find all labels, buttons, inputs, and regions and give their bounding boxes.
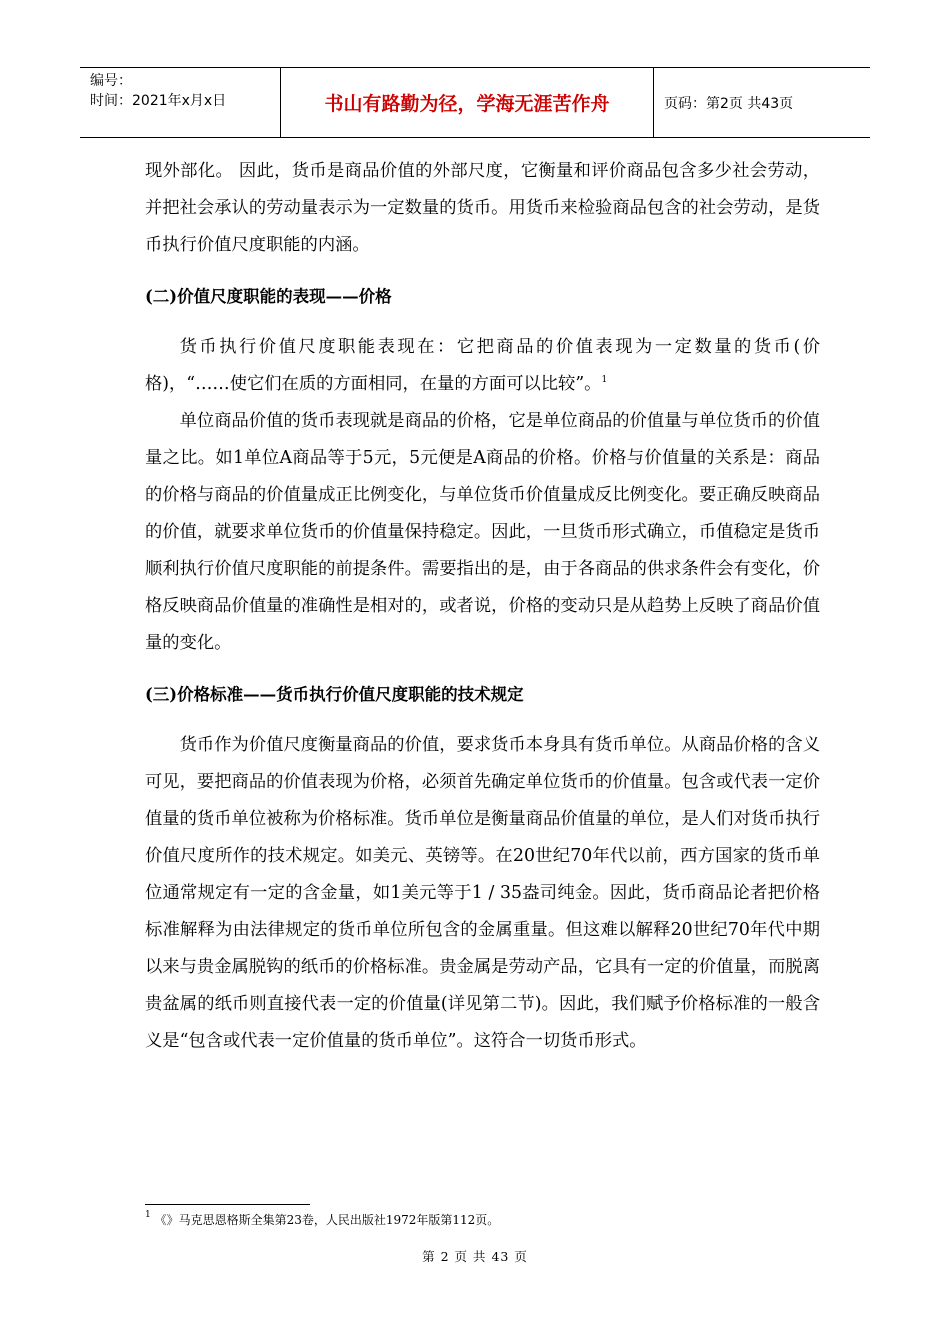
paragraph-4: 货币作为价值尺度衡量商品的价值，要求货币本身具有货币单位。从商品价格的含义可见，要把商品的价值表现为价格，必须首先确定单位货币的价值量。包含或代表一定价值量的货币单位被称为价格标准。货币单位是衡量商品价值量的单位，是人们对货币执行价值尺度所作的技术规定。如美元、英镑等。在20世纪70年代以前，西方国家的货币单位通常规定有一定的含金量，如1美元等于1 / 35盎司纯金。因此，货币商品论者把价格标准解释为由法律规定的货币单位所包含的金属重量。但这难以解释20世纪70年代中期以来与贵金属脱钩的纸币的价格标准。贵金属是劳动产品，它具有一定的价值量，而脱离贵盆属的纸币则直接代表一定的价值量(详见第二节)。因此，我们赋予价格标准的一般含义是“包含或代表一定价值量的货币单位”。这符合一切货币形式。 (145, 735, 820, 1051)
footnote (145, 1212, 499, 1228)
footnote-text: 《》马克思恩格斯全集第23卷，人民出版社1972年版第112页。 (154, 1213, 500, 1227)
header-page-info: 页码：第2页 共43页 (664, 95, 794, 112)
paragraph-2-text: 货币执行价值尺度职能表现在：它把商品的价值表现为一定数量的货币(价格)，“……使它们在质的方面相同，在量的方面可以比较”。 (145, 337, 820, 394)
footnote-reference[interactable]: 1 (601, 375, 608, 385)
footnote-mark: 1 (145, 1210, 151, 1220)
footnote-divider (145, 1204, 310, 1205)
section-heading-2: (二)价值尺度职能的表现——价格 (145, 287, 392, 306)
header-motto: 书山有路勤为径，学海无涯苦作舟 (280, 68, 654, 137)
section-heading-3: (三)价格标准——货币执行价值尺度职能的技术规定 (145, 685, 524, 704)
document-date: 时间：2021年x月x日 (90, 93, 227, 109)
paragraph-3: 单位商品价值的货币表现就是商品的价格，它是单位商品的价值量与单位货币的价值量之比。如1单位A商品等于5元，5元便是A商品的价格。价格与价值量的关系是：商品的价格与商品的价值量成正比例变化，与单位货币价值量成反比例变化。要正确反映商品的价值，就要求单位货币的价值量保持稳定。因此，一旦货币形式确立，币值稳定是货币顺利执行价值尺度职能的前提条件。需要指出的是，由于各商品的供求条件会有变化，价格反映商品价值量的准确性是相对的，或者说，价格的变动只是从趋势上反映了商品价值量的变化。 (145, 411, 820, 653)
paragraph-1: 现外部化。 因此，货币是商品价值的外部尺度，它衡量和评价商品包含多少社会劳动，并把社会承认的劳动量表示为一定数量的货币。用货币来检验商品包含的社会劳动，是货币执行价值尺度职能的内涵。 (145, 161, 820, 255)
header-meta (80, 68, 280, 137)
page-footer: 第 2 页 共 43 页 (422, 1249, 528, 1264)
paragraph-2 (145, 329, 820, 403)
document-body (145, 153, 820, 1060)
header-table (80, 67, 870, 138)
document-number-label: 编号： (90, 73, 132, 89)
